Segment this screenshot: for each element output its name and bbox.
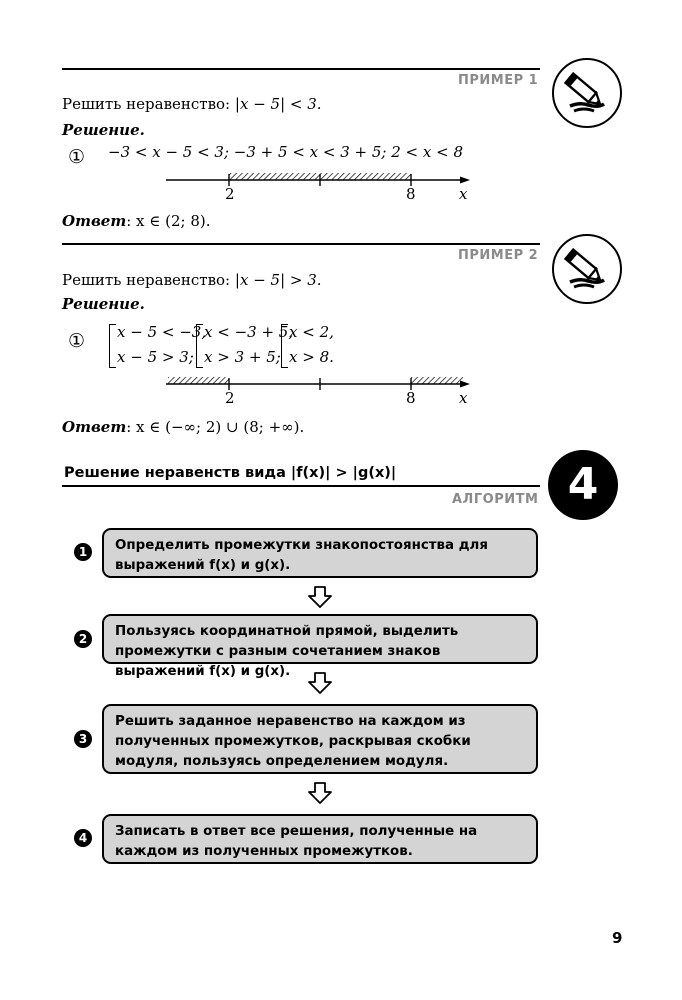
step-number: 1 [74, 543, 92, 561]
axis-label-left: 2 [225, 185, 235, 203]
example2-number-line [160, 374, 480, 414]
answer-text: : x ∈ (−∞; 2) ∪ (8; +∞). [126, 418, 305, 436]
system-bracket [196, 324, 203, 368]
step-number: 2 [74, 630, 92, 648]
example1-header: ПРИМЕР 1 [458, 73, 539, 88]
system1-line2: x − 5 > 3; [117, 348, 194, 366]
down-arrow-icon [308, 782, 332, 804]
down-arrow-icon [308, 586, 332, 608]
system3-line2: x > 8. [289, 348, 334, 366]
algorithm-step-1: Определить промежутки знакопостоянства для выражений f(x) и g(x). [102, 528, 538, 578]
system-bracket [281, 324, 288, 368]
example1-problem [62, 95, 322, 113]
algorithm-step-2: Пользуясь координатной прямой, выделить промежутки с разным сочетанием знаков выражений f(x) и g(x). [102, 614, 538, 664]
pencil-icon [552, 58, 622, 128]
step-marker: ① [68, 146, 86, 168]
axis-label-right: 8 [406, 389, 416, 407]
system2-line2: x > 3 + 5; [204, 348, 281, 366]
system1-line1: x − 5 < −3, [117, 323, 207, 341]
step-marker: ① [68, 330, 86, 352]
example1-number-line [160, 170, 480, 210]
answer-label: Ответ [62, 418, 127, 436]
problem-label: Решить неравенство: [62, 271, 231, 289]
pencil-icon [552, 234, 622, 304]
example1-rule [62, 68, 540, 70]
algorithm-step-4: Записать в ответ все решения, полученные на каждом из полученных промежутков. [102, 814, 538, 864]
example2-answer [62, 418, 304, 436]
answer-text: : x ∈ (2; 8). [126, 212, 211, 230]
example2-solution-label: Решение. [62, 295, 145, 313]
section-number-badge: 4 [548, 450, 618, 520]
section-rule [62, 485, 540, 487]
answer-label: Ответ [62, 212, 127, 230]
algorithm-label: АЛГОРИТМ [452, 492, 539, 507]
example1-answer [62, 212, 211, 230]
axis-label-left: 2 [225, 389, 235, 407]
system3-line1: x < 2, [289, 323, 334, 341]
algorithm-step-3: Решить заданное неравенство на каждом из полученных промежутков, раскрывая скобки модуля, пользуясь определением модуля. [102, 704, 538, 774]
down-arrow-icon [308, 672, 332, 694]
example2-problem [62, 271, 322, 289]
system2-line1: x < −3 + 5, [204, 323, 294, 341]
problem-math: |x − 5| < 3. [234, 95, 322, 113]
axis-label-right: 8 [406, 185, 416, 203]
problem-label: Решить неравенство: [62, 95, 231, 113]
section-title: Решение неравенств вида |f(x)| > |g(x)| [64, 465, 397, 481]
system-bracket [109, 324, 116, 368]
axis-variable: x [459, 185, 468, 203]
axis-variable: x [459, 389, 468, 407]
step-number: 3 [74, 730, 92, 748]
example2-header: ПРИМЕР 2 [458, 248, 539, 263]
example2-rule [62, 243, 540, 245]
example1-solution-label: Решение. [62, 121, 145, 139]
example1-step-text: −3 < x − 5 < 3; −3 + 5 < x < 3 + 5; 2 < x < 8 [108, 143, 463, 161]
problem-math: |x − 5| > 3. [234, 271, 322, 289]
page-number: 9 [612, 929, 623, 947]
step-number: 4 [74, 829, 92, 847]
